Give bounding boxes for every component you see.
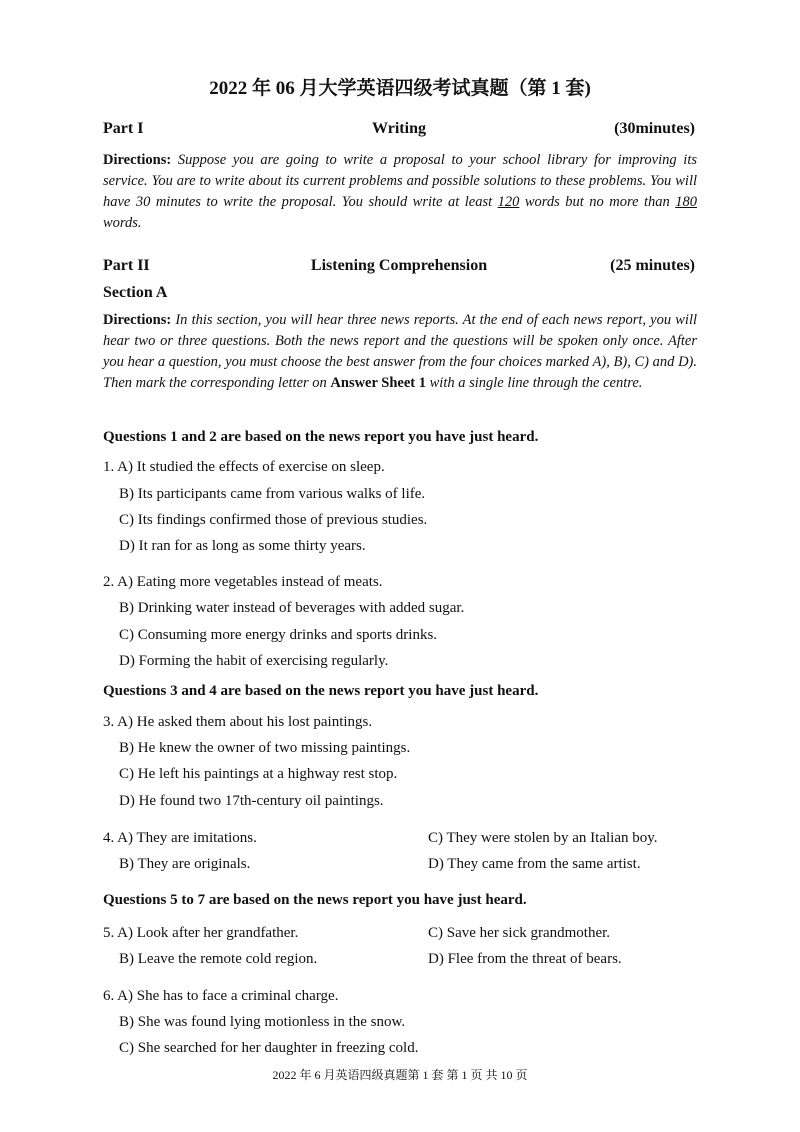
q4-option-d: D) They came from the same artist.	[428, 856, 641, 872]
q3-option-c: C) He left his paintings at a highway rest stop.	[119, 766, 398, 782]
min-words: 120	[497, 194, 520, 210]
directions-text: Suppose you are going to write a proposal to your school library for improving its service. You are to write about its current problems and possible solutions to these problems. You will have 30 minutes to write the proposal. You should write at least	[103, 152, 697, 210]
q2-option-b: B) Drinking water instead of beverages with added sugar.	[119, 600, 465, 616]
directions-lead: Directions:	[103, 152, 172, 168]
group-header-1-2: Questions 1 and 2 are based on the news report you have just heard.	[103, 429, 539, 445]
part-2-directions	[103, 310, 697, 394]
q1-option-b: B) Its participants came from various walks of life.	[119, 486, 426, 502]
page-title: 2022 年 06 月大学英语四级考试真题（第 1 套)	[209, 78, 591, 99]
answer-sheet-ref: Answer Sheet 1	[330, 375, 426, 391]
max-words: 180	[675, 194, 697, 210]
part-1-directions	[103, 150, 697, 234]
directions-body: In this section, you will hear three news reports. At the end of each news report, you will hear two or three questions. Both the news report and the questions will be spoken only once. After you hear a question, you must choose the best answer from the four choices marked A), B), C) and D). Then mark the corresponding letter on	[103, 312, 697, 391]
q3-option-a: 3. A) He asked them about his lost paintings.	[103, 714, 373, 730]
directions-text-3: words.	[103, 215, 142, 231]
q5-option-c: C) Save her sick grandmother.	[428, 925, 611, 941]
q5-option-b: B) Leave the remote cold region.	[119, 951, 318, 967]
section-label: Section A	[103, 284, 168, 301]
q4-option-a: 4. A) They are imitations.	[103, 830, 257, 846]
group-header-3-4: Questions 3 and 4 are based on the news report you have just heard.	[103, 683, 539, 699]
part-2-label: Part II	[103, 257, 150, 274]
q4-option-c: C) They were stolen by an Italian boy.	[428, 830, 658, 846]
q1-option-a: 1. A) It studied the effects of exercise on sleep.	[103, 459, 385, 475]
q5-option-a: 5. A) Look after her grandfather.	[103, 925, 299, 941]
q6-option-c: C) She searched for her daughter in freezing cold.	[119, 1040, 419, 1056]
part-1-time: (30minutes)	[614, 120, 695, 137]
directions-lead-2: Directions:	[103, 312, 172, 328]
page-footer: 2022 年 6 月英语四级真题第 1 套 第 1 页 共 10 页	[272, 1068, 528, 1082]
q3-option-b: B) He knew the owner of two missing paintings.	[119, 740, 411, 756]
q5-option-d: D) Flee from the threat of bears.	[428, 951, 622, 967]
group-header-5-7: Questions 5 to 7 are based on the news report you have just heard.	[103, 892, 527, 908]
q4-option-b: B) They are originals.	[119, 856, 251, 872]
directions-body-2: with a single line through the centre.	[426, 375, 643, 391]
q1-option-c: C) Its findings confirmed those of previous studies.	[119, 512, 428, 528]
q6-option-a: 6. A) She has to face a criminal charge.	[103, 988, 339, 1004]
part-2-time: (25 minutes)	[610, 257, 695, 274]
q3-option-d: D) He found two 17th-century oil paintings.	[119, 793, 384, 809]
q1-option-d: D) It ran for as long as some thirty years.	[119, 538, 366, 554]
part-1-name: Writing	[372, 120, 426, 137]
q2-option-a: 2. A) Eating more vegetables instead of meats.	[103, 574, 383, 590]
directions-text-2: words but no more than	[519, 194, 676, 210]
part-2-name: Listening Comprehension	[310, 257, 488, 274]
q6-option-b: B) She was found lying motionless in the snow.	[119, 1014, 406, 1030]
part-1-label: Part I	[103, 120, 144, 137]
q2-option-d: D) Forming the habit of exercising regularly.	[119, 653, 389, 669]
q2-option-c: C) Consuming more energy drinks and sports drinks.	[119, 627, 438, 643]
